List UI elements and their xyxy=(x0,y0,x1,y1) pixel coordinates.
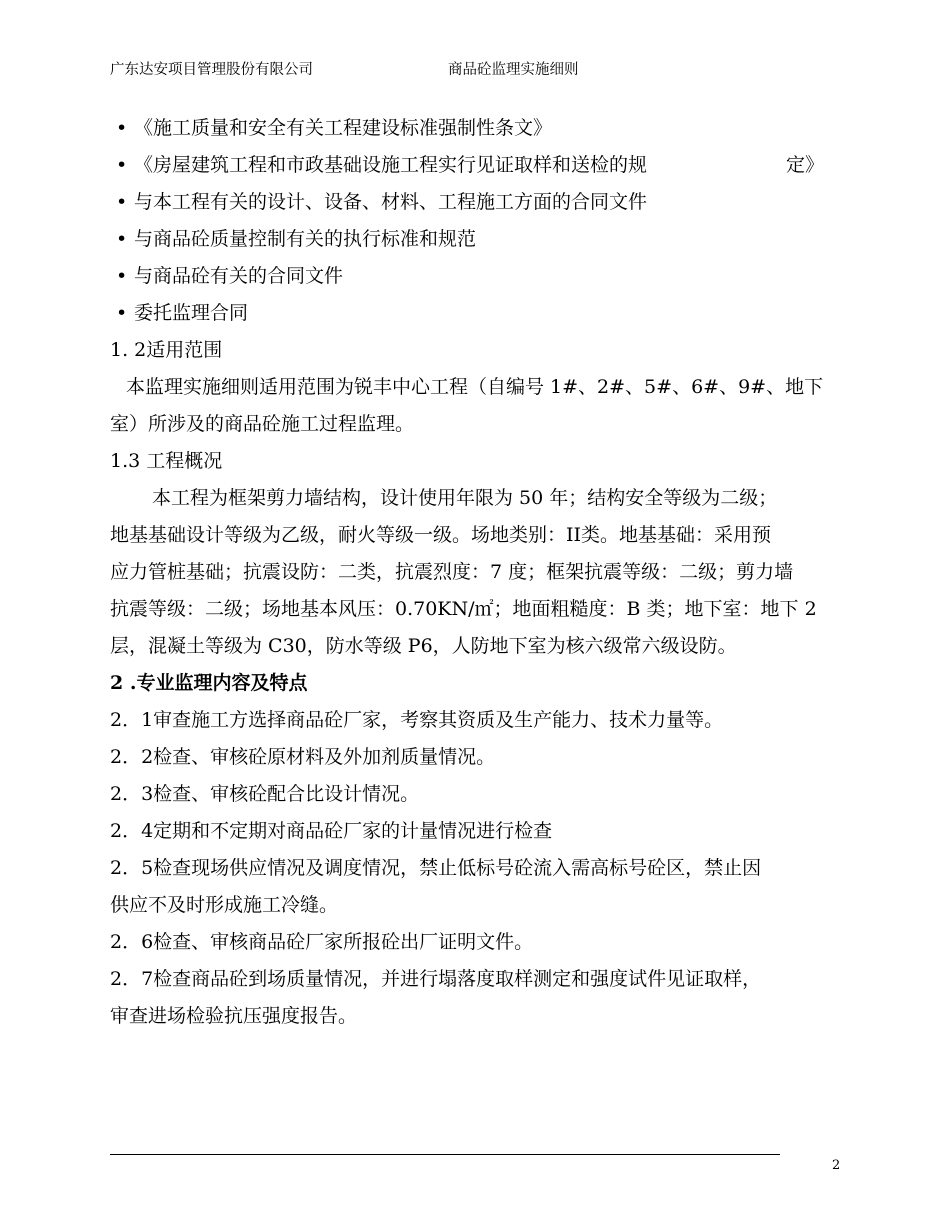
list-item xyxy=(110,147,840,184)
page-number: 2 xyxy=(832,1158,841,1173)
list-item-text: 委托监理合同 xyxy=(134,302,249,324)
section-heading-supervision: 2 .专业监理内容及特点 xyxy=(110,672,308,694)
paragraph-line: 地基基础设计等级为乙级，耐火等级一级。场地类别：II类。地基基础：采用预 xyxy=(110,524,772,546)
list-item xyxy=(110,221,840,258)
paragraph-line: 层，混凝土等级为 C30，防水等级 P6，人防地下室为核六级常六级设防。 xyxy=(110,635,737,657)
bullet-marker: • xyxy=(116,191,128,213)
paragraph-line: 2．1审查施工方选择商品砼厂家，考察其资质及生产能力、技术力量等。 xyxy=(110,709,724,731)
paragraph-line: 2．3检查、审核砼配合比设计情况。 xyxy=(110,783,420,805)
paragraph-line: 本监理实施细则适用范围为锐丰中心工程（自编号 1#、2#、5#、6#、9#、地下 xyxy=(126,376,824,398)
list-item-text: 与本工程有关的设计、设备、材料、工程施工方面的合同文件 xyxy=(134,191,648,213)
list-item xyxy=(110,295,840,332)
paragraph-line: 审查进场检验抗压强度报告。 xyxy=(110,1005,358,1027)
list-item-text: 与商品砼有关的合同文件 xyxy=(134,265,344,287)
paragraph-line: 2．2检查、审核砼原材料及外加剂质量情况。 xyxy=(110,746,496,768)
bullet-marker: • xyxy=(116,154,128,176)
list-item xyxy=(110,110,840,147)
list-item-text: 《房屋建筑工程和市政基础设施工程实行见证取样和送检的规 xyxy=(134,154,648,176)
header-document-title: 商品砼监理实施细则 xyxy=(448,62,579,78)
paragraph-line: 本工程为框架剪力墙结构，设计使用年限为 50 年；结构安全等级为二级； xyxy=(152,487,778,509)
paragraph-line: 2．4定期和不定期对商品砼厂家的计量情况进行检查 xyxy=(110,820,553,842)
list-item-text: 与商品砼质量控制有关的执行标准和规范 xyxy=(134,228,477,250)
bullet-marker: • xyxy=(116,117,128,139)
paragraph-line: 应力管桩基础；抗震设防：二类，抗震烈度：7 度；框架抗震等级：二级；剪力墙 xyxy=(110,561,794,583)
list-item xyxy=(110,258,840,295)
list-item-tail: 定》 xyxy=(785,154,824,176)
header-company-name: 广东达安项目管理股份有限公司 xyxy=(110,62,313,78)
paragraph-line: 室）所涉及的商品砼施工过程监理。 xyxy=(110,413,415,435)
bullet-marker: • xyxy=(116,228,128,250)
footer-divider xyxy=(110,1154,780,1155)
paragraph-line: 2．6检查、审核商品砼厂家所报砼出厂证明文件。 xyxy=(110,931,534,953)
paragraph-line: 供应不及时形成施工冷缝。 xyxy=(110,894,339,916)
list-item-text: 《施工质量和安全有关工程建设标准强制性条文》 xyxy=(134,117,553,139)
document-body xyxy=(110,110,840,1035)
bullet-marker: • xyxy=(116,302,128,324)
paragraph-line: 2．7检查商品砼到场质量情况，并进行塌落度取样测定和强度试件见证取样， xyxy=(110,968,762,990)
paragraph-line: 2．5检查现场供应情况及调度情况，禁止低标号砼流入需高标号砼区，禁止因 xyxy=(110,857,762,879)
paragraph-line: 抗震等级：二级；场地基本风压：0.70KN/㎡；地面粗糙度：B 类；地下室：地下 2 xyxy=(110,598,817,620)
page-header xyxy=(110,58,840,80)
list-item xyxy=(110,184,840,221)
bullet-marker: • xyxy=(116,265,128,287)
section-heading-scope: 1. 2适用范围 xyxy=(110,339,223,361)
section-heading-overview: 1.3 工程概况 xyxy=(110,450,223,472)
